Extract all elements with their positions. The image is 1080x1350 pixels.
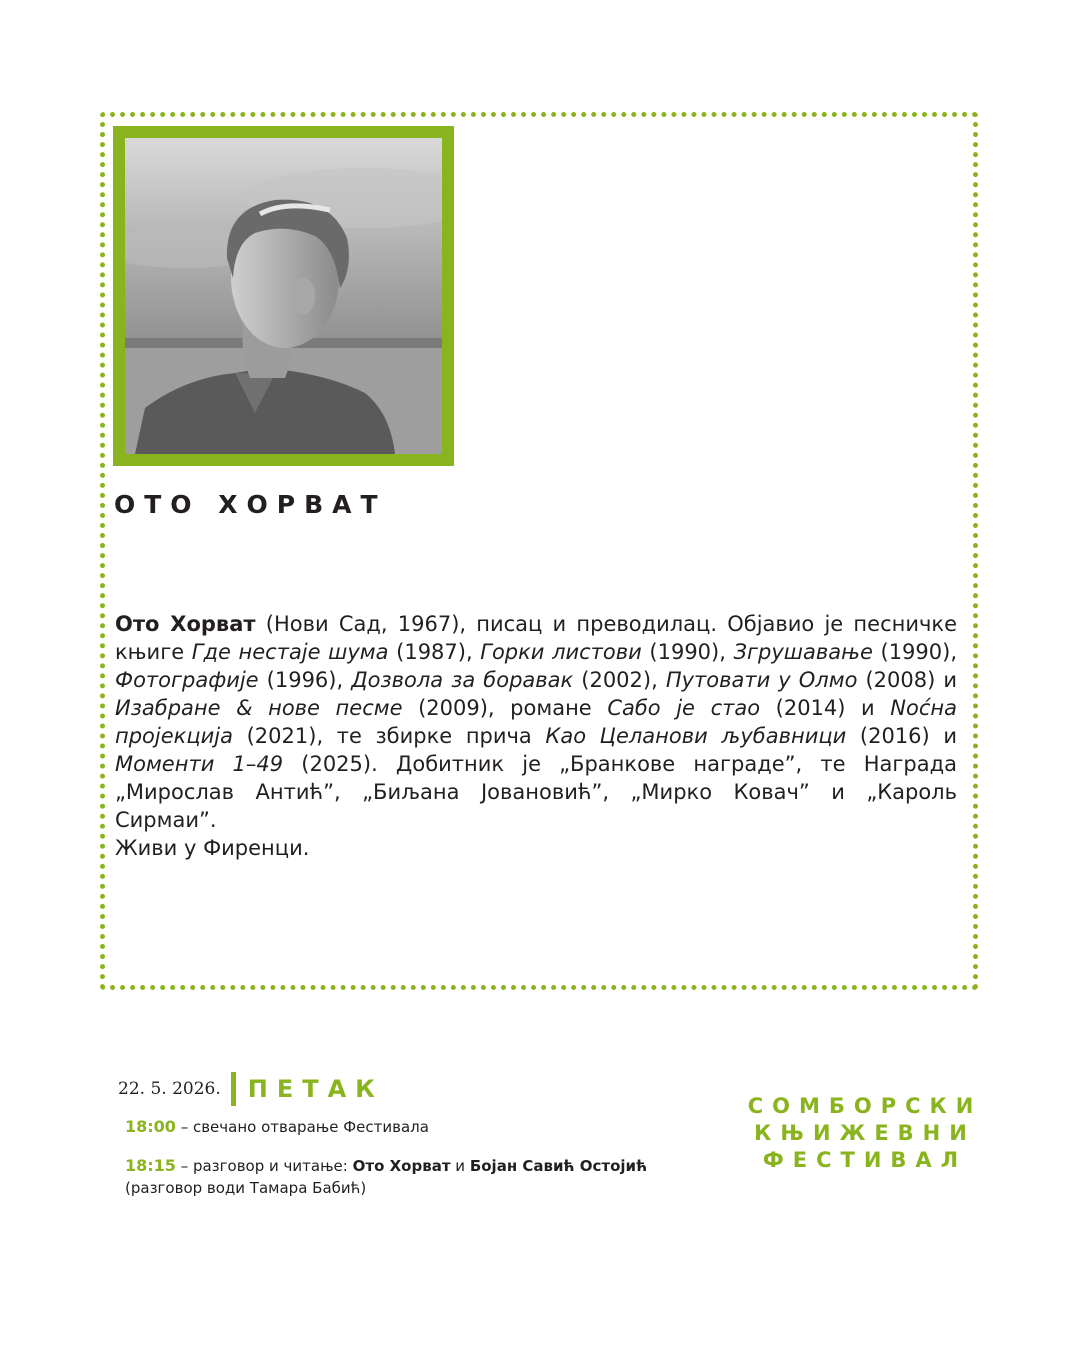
bio-text: (Нови Сад, 1967), писац и преводилац. Објавио је песничке књиге [115,612,958,664]
date-divider [231,1072,236,1106]
book-title: Noćна пројекција [115,696,957,748]
bio-text: (2021), те збирке прича [233,724,546,748]
author-bio [115,610,957,862]
bio-residence: Живи у Фиренци. [115,836,310,860]
author-photo [125,138,442,454]
event-date: 22. 5. 2026. [118,1079,221,1099]
bio-text: (1987), [388,640,481,664]
event-time: 18:15 [125,1156,176,1175]
event-text: и [450,1157,470,1175]
book-title: Горки листови [480,640,642,664]
bio-text: (2002), [573,668,666,692]
event-participant: Ото Хорват [352,1157,451,1175]
book-title: Згрушавање [733,640,873,664]
event-item [125,1155,647,1199]
logo-line: СОМБОРСКИ [747,1094,983,1118]
schedule-date-line [118,1071,384,1107]
author-name-heading: ОТО ХОРВАТ [114,490,387,519]
bio-text: (1990), [641,640,734,664]
bio-text: (1996), [258,668,352,692]
festival-logo [740,1093,990,1174]
book-title: Дозвола за боравак [351,668,574,692]
logo-line: ФЕСТИВАЛ [762,1148,968,1172]
event-text: – разговор и читање: [175,1157,353,1175]
bio-text: (1990), [872,640,958,664]
bio-author-name: Ото Хорват [115,612,256,636]
bio-text: (2009), романе [402,696,608,720]
bio-text: (2025). Добитник је „Бранкове награде”, те Награда „Мирослав Антић”, „Биљана Јовановић”, „Мирко Ковач” и „Кароль Сирмаи”. [115,752,957,832]
event-note: (разговор води Тамара Бабић) [125,1179,367,1197]
book-title: Изабране & нове песме [115,696,403,720]
bio-text: (2008) и [857,668,957,692]
event-participant: Бојан Савић Остојић [469,1157,648,1175]
bio-text: (2016) и [846,724,958,748]
logo-line: КЊИЖЕВНИ [754,1121,976,1145]
event-item [125,1117,429,1136]
book-title: Моменти 1–49 [115,752,284,776]
book-title: Фотографије [115,668,259,692]
book-title: Где нестаје шума [191,640,389,664]
book-title: Путовати у Олмо [665,668,858,692]
event-day: ПЕТАК [247,1075,384,1103]
author-photo-border [113,126,454,466]
event-time: 18:00 [125,1117,176,1136]
book-title: Сабо је стао [607,696,761,720]
event-text: – свечано отварање Фестивала [175,1118,429,1136]
bio-text: (2014) и [760,696,891,720]
book-title: Као Целанови љубавници [545,724,847,748]
